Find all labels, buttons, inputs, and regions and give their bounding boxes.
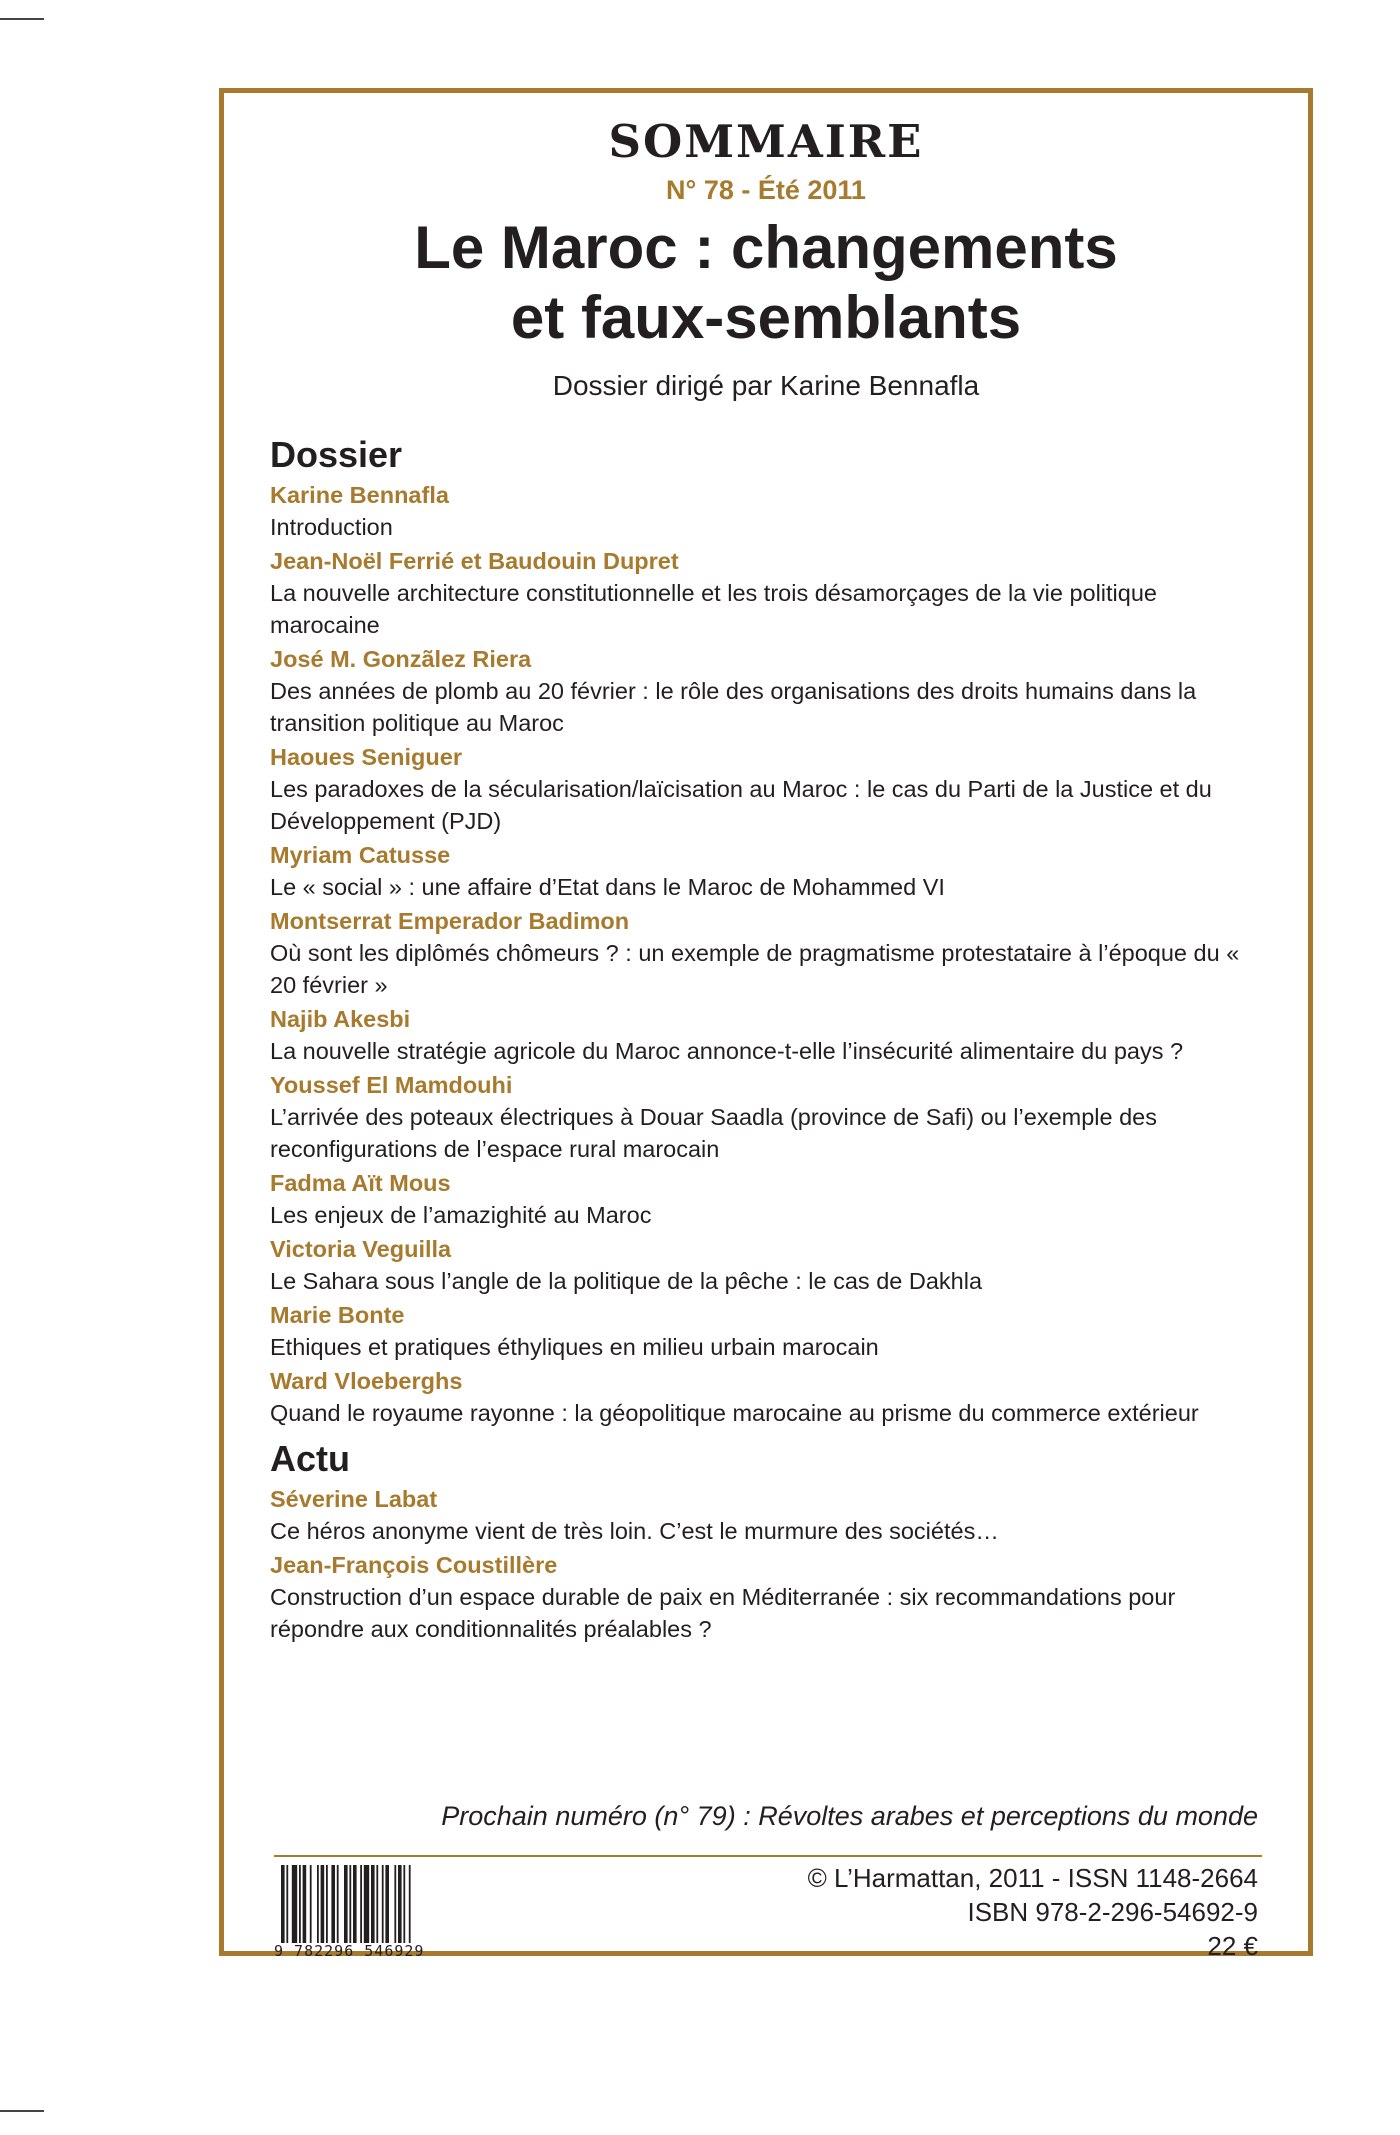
list-item (270, 479, 1270, 543)
list-item (270, 1549, 1270, 1645)
article-title: Le « social » : une affaire d’Etat dans le Maroc de Mohammed VI (270, 874, 945, 900)
article-author: Haoues Seniguer (270, 744, 462, 770)
article-title: L’arrivée des poteaux électriques à Douar Saadla (province de Safi) ou l’exemple des reconfigurations de l’espace rural marocain (270, 1104, 1157, 1162)
article-author: Myriam Catusse (270, 842, 451, 868)
copyright-issn: © L’Harmattan, 2011 - ISSN 1148-2664 (807, 1863, 1258, 1893)
directed-by: Dossier dirigé par Karine Bennafla (552, 370, 980, 401)
list-item (270, 1483, 1270, 1547)
article-title: Ce héros anonyme vient de très loin. C’est le murmure des sociétés… (270, 1518, 999, 1544)
article-title: Les paradoxes de la sécularisation/laïcisation au Maroc : le cas du Parti de la Justice et du Développement (PJD) (270, 776, 1212, 834)
article-author: Fadma Aït Mous (270, 1170, 451, 1196)
article-author: Ward Vloeberghs (270, 1368, 463, 1394)
section-heading-dossier: Dossier (270, 434, 403, 475)
list-item (270, 741, 1270, 837)
barcode-icon (279, 1865, 459, 1945)
article-author: Montserrat Emperador Badimon (270, 908, 630, 934)
article-title: Les enjeux de l’amazighité au Maroc (270, 1202, 652, 1228)
article-title: Le Sahara sous l’angle de la politique de la pêche : le cas de Dakhla (270, 1268, 983, 1294)
issue-title-line-1: Le Maroc : changements (414, 214, 1118, 281)
next-issue-announcement: Prochain numéro (n° 79) : Révoltes arabes et perceptions du monde (441, 1801, 1258, 1831)
dossier-list (270, 479, 1270, 1429)
divider (274, 1855, 1262, 1857)
article-title: Introduction (270, 514, 393, 540)
list-item (270, 1003, 1270, 1067)
article-title: La nouvelle architecture constitutionnelle et les trois désamorçages de la vie politique marocaine (270, 580, 1157, 638)
article-author: Victoria Veguilla (270, 1236, 452, 1262)
isbn: ISBN 978-2-296-54692-9 (967, 1897, 1258, 1927)
list-item (270, 839, 1270, 903)
article-author: Jean-François Coustillère (270, 1552, 558, 1578)
list-item (270, 1069, 1270, 1165)
sommaire-heading: SOMMAIRE (608, 115, 924, 168)
crop-mark-top (0, 18, 44, 20)
article-title: Où sont les diplômés chômeurs ? : un exemple de pragmatisme protestataire à l’époque du « 20 février » (270, 940, 1240, 998)
contents-list (270, 433, 1270, 1645)
list-item (270, 1365, 1270, 1429)
article-author: Youssef El Mamdouhi (270, 1072, 513, 1098)
issue-title (224, 213, 1308, 353)
list-item (270, 643, 1270, 739)
list-item (270, 1167, 1270, 1231)
article-author: Marie Bonte (270, 1302, 405, 1328)
list-item (270, 905, 1270, 1001)
article-title: Construction d’un espace durable de paix en Méditerranée : six recommandations pour répondre aux conditionnalités préalables ? (270, 1584, 1176, 1642)
article-author: Séverine Labat (270, 1486, 438, 1512)
issue-number: N° 78 - Été 2011 (666, 175, 866, 205)
issue-title-line-2: et faux-semblants (510, 284, 1022, 351)
section-heading-actu: Actu (270, 1438, 350, 1479)
article-title: Quand le royaume rayonne : la géopolitique marocaine au prisme du commerce extérieur (270, 1400, 1199, 1426)
article-author: José M. Gonzãlez Riera (270, 646, 532, 672)
barcode-digits: 9 782296 546929 (274, 1942, 425, 1960)
price: 22 € (1207, 1931, 1258, 1961)
article-author: Najib Akesbi (270, 1006, 411, 1032)
list-item (270, 1299, 1270, 1363)
article-title: Ethiques et pratiques éthyliques en milieu urbain marocain (270, 1334, 879, 1360)
list-item (270, 1233, 1270, 1297)
crop-mark-bottom (0, 2110, 44, 2112)
list-item (270, 545, 1270, 641)
article-title: Des années de plomb au 20 février : le rôle des organisations des droits humains dans la transition politique au Maroc (270, 678, 1197, 736)
article-title: La nouvelle stratégie agricole du Maroc annonce-t-elle l’insécurité alimentaire du pays ? (270, 1038, 1184, 1064)
publication-info (808, 1861, 1258, 1963)
article-author: Jean-Noël Ferrié et Baudouin Dupret (270, 548, 679, 574)
article-author: Karine Bennafla (270, 482, 449, 508)
table-of-contents-frame (219, 88, 1313, 1961)
actu-list (270, 1483, 1270, 1645)
